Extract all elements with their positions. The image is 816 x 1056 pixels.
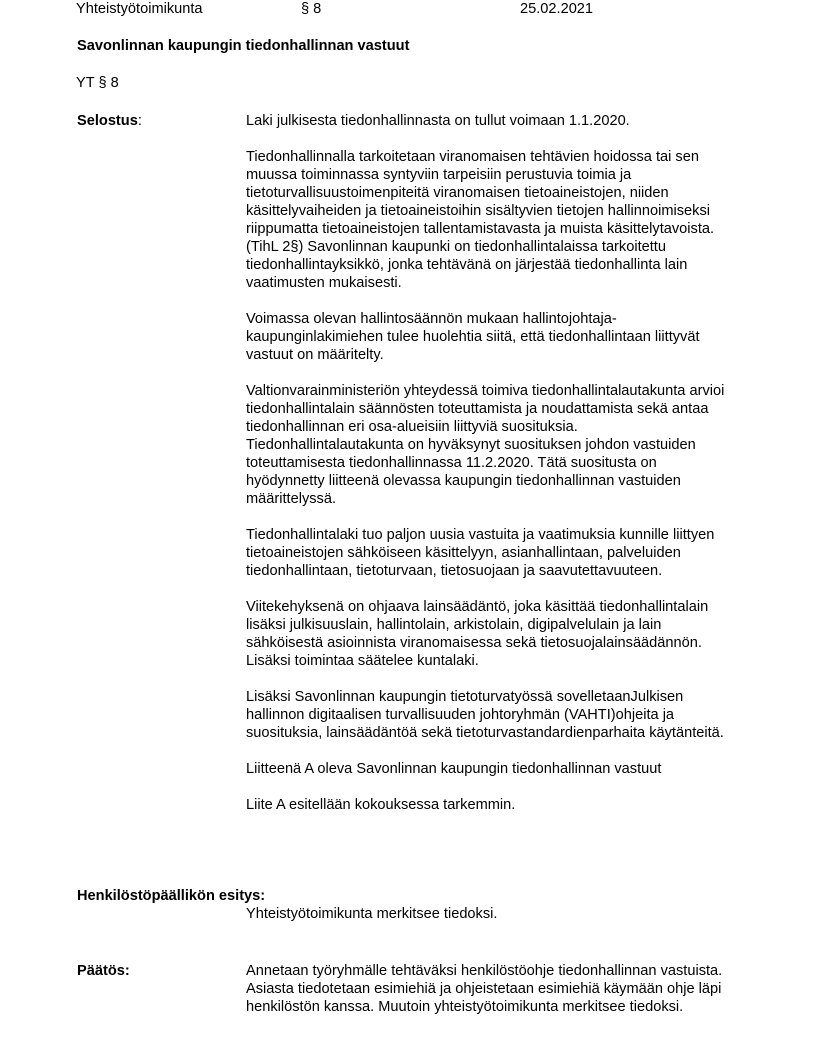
selostus-body <box>246 112 736 814</box>
selostus-paragraph: Liite A esitellään kokouksessa tarkemmin. <box>246 797 516 813</box>
selostus-paragraph: Valtionvarainministeriön yhteydessä toimiva tiedonhallintalautakunta arvioi tiedonhallintalain säännösten toteuttamista ja noudattamista sekä antaa tiedonhallinnan eri osa-alueisiin liittyviä suosituksia. Tiedonhallintalautakunta on hyväksynyt suosituksen johdon vastuiden toteuttamisesta tiedonhallinnassa 11.2.2020. Tätä suositusta on hyödynnetty liitteenä olevassa kaupungin tiedonhallinnan vastuiden määrittelyssä. <box>246 383 725 507</box>
esitys-label: Henkilöstöpäällikön esitys: <box>77 888 266 904</box>
selostus-label-text: Selostus <box>77 113 138 129</box>
selostus-paragraph: Lisäksi Savonlinnan kaupungin tietoturvatyössä sovelletaanJulkisen hallinnon digitaalisen turvallisuuden johtoryhmän (VAHTI)ohjeita ja suosituksia, lainsäädäntöä sekä tietoturvastandardienparhaita käytänteitä. <box>246 689 724 741</box>
selostus-paragraph: Laki julkisesta tiedonhallinnasta on tullut voimaan 1.1.2020. <box>246 113 630 129</box>
selostus-paragraph: Tiedonhallinnalla tarkoitetaan viranomaisen tehtävien hoidossa tai sen muussa toiminnassa syntyviin tarpeisiin perustuvia toimia ja tietoturvallisuustoimenpiteitä viranomaisen tietoaineistojen, niiden käsittelyvaiheiden ja tietoaineistoihin sisältyvien tietojen hallinnoimiseksi riippumatta tietoaineistojen tallentamistavasta ja muista käsittelytavoista. (TihL 2§) Savonlinnan kaupunki on tiedonhallintalaissa tarkoitettu tiedonhallintayksikkö, jonka tehtävänä on järjestää tiedonhallinta lain vaatimusten mukaisesti. <box>246 149 715 291</box>
selostus-paragraph: Liitteenä A oleva Savonlinnan kaupungin tiedonhallinnan vastuut <box>246 761 662 777</box>
section-reference: YT § 8 <box>76 75 119 91</box>
selostus-paragraph: Tiedonhallintalaki tuo paljon uusia vastuita ja vaatimuksia kunnille liittyen tietoaineistojen sähköiseen käsittelyyn, asianhallintaan, palveluiden tiedonhallintaan, tietoturvaan, tietosuojaan ja saavutettavuuteen. <box>246 527 715 579</box>
esitys-text: Yhteistyötoimikunta merkitsee tiedoksi. <box>246 906 498 922</box>
paatos-text: Annetaan työryhmälle tehtäväksi henkilöstöohje tiedonhallinnan vastuista. Asiasta tiedotetaan esimiehiä ja ohjeistetaan esimiehiä käymään ohje läpi henkilöstön kanssa. Muutoin yhteistyötoimikunta merkitsee tiedoksi. <box>246 963 723 1015</box>
selostus-paragraph: Voimassa olevan hallintosäännön mukaan hallintojohtaja-kaupunginlakimiehen tulee huolehtia siitä, että tiedonhallintaan liittyvät vastuut on määritelty. <box>246 311 700 363</box>
header-section: § 8 <box>301 1 322 17</box>
selostus-label-colon: : <box>137 113 142 129</box>
page-header <box>0 0 816 20</box>
document-title: Savonlinnan kaupungin tiedonhallinnan vastuut <box>77 38 410 54</box>
selostus-label <box>77 112 142 130</box>
header-date: 25.02.2021 <box>520 1 594 17</box>
header-organization: Yhteistyötoimikunta <box>76 1 203 17</box>
selostus-paragraph: Viitekehyksenä on ohjaava lainsäädäntö, joka käsittää tiedonhallintalain lisäksi julkisuuslain, hallintolain, arkistolain, digipalvelulain ja lain sähköisestä asioinnista viranomaisessa sekä tietosuojalainsäädännön. Lisäksi toimintaa säätelee kuntalaki. <box>246 599 709 669</box>
paatos-label: Päätös: <box>77 963 130 979</box>
